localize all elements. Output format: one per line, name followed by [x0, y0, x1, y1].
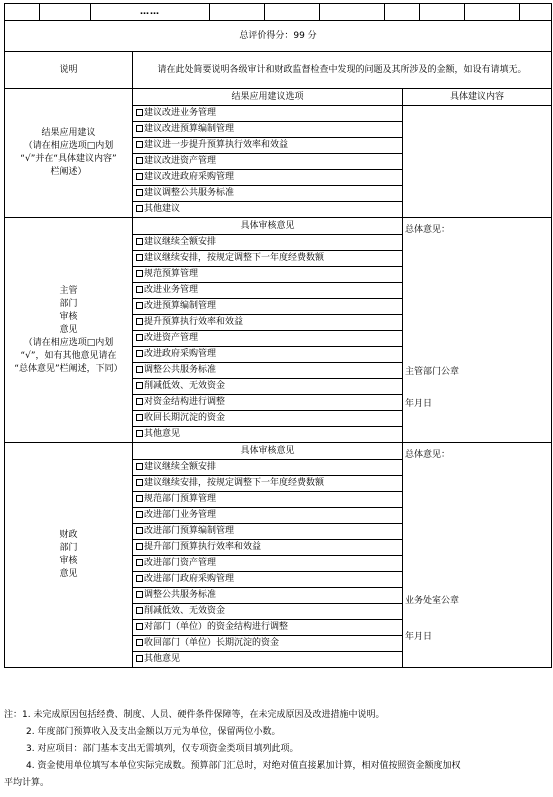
top-row	[5, 4, 552, 21]
checkbox-icon[interactable]	[136, 141, 143, 148]
checkbox-icon[interactable]	[136, 655, 143, 662]
dept-label-line: “总体意见”栏阐述，下同）	[14, 363, 123, 374]
checkbox-icon[interactable]	[136, 109, 143, 116]
dept-option[interactable]: 建议继续全额安排	[133, 235, 403, 251]
ellipsis-cell: ……	[91, 4, 210, 20]
note-line: 平均计算。	[4, 778, 50, 788]
result-section-label	[5, 89, 133, 218]
note-line: 4. 资金使用单位填写本单位实际完成数。预算部门汇总时，对绝对值直接累加计算，相对值按照资金额度加权	[26, 761, 461, 771]
dept-option[interactable]: 规范预算管理	[133, 267, 403, 283]
dept-options-header: 具体审核意见	[133, 218, 403, 235]
checkbox-icon[interactable]	[136, 270, 143, 277]
dept-label-line: 主管	[59, 285, 78, 296]
finance-option[interactable]: 建议继续安排，按规定调整下一年度经费数额	[133, 476, 403, 492]
checkbox-icon[interactable]	[136, 382, 143, 389]
finance-section-label	[5, 443, 133, 668]
dept-option[interactable]: 对资金结构进行调整	[133, 395, 403, 411]
explanation-row	[5, 52, 552, 89]
checkbox-icon[interactable]	[136, 575, 143, 582]
dept-option[interactable]: 提升预算执行效率和效益	[133, 315, 403, 331]
dept-option[interactable]: 建议继续安排，按规定调整下一年度经费数额	[133, 251, 403, 267]
checkbox-icon[interactable]	[136, 607, 143, 614]
result-label-line: “√”并在“具体建议内容”	[20, 154, 117, 164]
checkbox-icon[interactable]	[136, 623, 143, 630]
finance-option[interactable]: 其他意见	[133, 652, 403, 668]
checkbox-icon[interactable]	[136, 286, 143, 293]
finance-option[interactable]: 收回部门（单位）长期沉淀的资金	[133, 636, 403, 652]
checkbox-icon[interactable]	[136, 254, 143, 261]
checkbox-icon[interactable]	[136, 543, 143, 550]
checkbox-icon[interactable]	[136, 173, 143, 180]
checkbox-icon[interactable]	[136, 527, 143, 534]
finance-header-row	[5, 443, 552, 460]
checkbox-icon[interactable]	[136, 559, 143, 566]
checkbox-icon[interactable]	[136, 302, 143, 309]
checkbox-icon[interactable]	[136, 398, 143, 405]
dept-label-line: “√”，如有其他意见请在	[20, 350, 117, 361]
checkbox-icon[interactable]	[136, 639, 143, 646]
checkbox-icon[interactable]	[136, 479, 143, 486]
result-label-line: 结果应用建议	[41, 128, 96, 138]
checkbox-icon[interactable]	[136, 366, 143, 373]
result-options-header: 结果应用建议选项	[133, 89, 403, 106]
result-option[interactable]: 建议改进资产管理	[133, 154, 403, 170]
finance-label-line: 审核	[59, 556, 78, 566]
total-score: 总评价得分：99 分	[5, 21, 552, 52]
checkbox-icon[interactable]	[136, 511, 143, 518]
checkbox-icon[interactable]	[136, 125, 143, 132]
dept-label-line: 审核	[59, 311, 78, 322]
score-row	[5, 21, 552, 52]
dept-overall-label: 总体意见：	[405, 225, 451, 235]
dept-option[interactable]: 改进预算编制管理	[133, 299, 403, 315]
finance-date-label: 年月日	[405, 632, 433, 642]
checkbox-icon[interactable]	[136, 318, 143, 325]
result-option[interactable]: 建议进一步提升预算执行效率和效益	[133, 138, 403, 154]
finance-option[interactable]: 改进部门业务管理	[133, 508, 403, 524]
explanation-text: 请在此处简要说明各级审计和财政监督检查中发现的问题及其所涉及的金额，如设有请填无。	[133, 52, 552, 89]
note-line: 2. 年度部门预算收入及支出金额以万元为单位，保留两位小数。	[26, 727, 281, 737]
checkbox-icon[interactable]	[136, 591, 143, 598]
result-option[interactable]: 建议调整公共服务标准	[133, 186, 403, 202]
finance-option[interactable]: 改进部门政府采购管理	[133, 572, 403, 588]
finance-seal-label: 业务处室公章	[405, 596, 460, 606]
checkbox-icon[interactable]	[136, 238, 143, 245]
dept-option[interactable]: 改进业务管理	[133, 283, 403, 299]
dept-option[interactable]: 改进资产管理	[133, 331, 403, 347]
finance-option[interactable]: 削减低效、无效资金	[133, 604, 403, 620]
checkbox-icon[interactable]	[136, 205, 143, 212]
result-header-row	[5, 89, 552, 106]
finance-overall-label: 总体意见：	[405, 450, 451, 460]
finance-option[interactable]: 建议继续全额安排	[133, 460, 403, 476]
result-detail-content[interactable]	[403, 106, 552, 218]
finance-label-line: 部门	[59, 543, 78, 553]
dept-label-line: （请在相应选项□内划	[23, 337, 114, 348]
finance-label-line: 财政	[59, 530, 78, 540]
finance-label-line: 意见	[59, 569, 78, 579]
evaluation-table	[4, 3, 552, 668]
finance-overall-opinion[interactable]	[403, 443, 552, 668]
dept-option[interactable]: 收回长期沉淀的资金	[133, 411, 403, 427]
finance-options-header: 具体审核意见	[133, 443, 403, 460]
checkbox-icon[interactable]	[136, 495, 143, 502]
checkbox-icon[interactable]	[136, 189, 143, 196]
note-line: 注：1. 未完成原因包括经费、制度、人员、硬件条件保障等，在未完成原因及改进措施中说明。	[4, 710, 385, 720]
dept-date-label: 年月日	[405, 399, 433, 409]
result-detail-header: 具体建议内容	[403, 89, 552, 106]
finance-option[interactable]: 调整公共服务标准	[133, 588, 403, 604]
explanation-label: 说明	[5, 52, 133, 89]
finance-option[interactable]: 规范部门预算管理	[133, 492, 403, 508]
dept-option[interactable]: 改进政府采购管理	[133, 347, 403, 363]
dept-seal-label: 主管部门公章	[405, 367, 460, 377]
finance-option[interactable]: 提升部门预算执行效率和效益	[133, 540, 403, 556]
checkbox-icon[interactable]	[136, 414, 143, 421]
checkbox-icon[interactable]	[136, 463, 143, 470]
checkbox-icon[interactable]	[136, 334, 143, 341]
result-label-line: 栏阐述）	[50, 167, 87, 177]
note-line: 3. 对应项目：部门基本支出无需填列，仅专项资金类项目填列此项。	[26, 744, 299, 754]
dept-header-row	[5, 218, 552, 235]
dept-label-line: 部门	[59, 298, 78, 309]
result-option[interactable]: 建议改进政府采购管理	[133, 170, 403, 186]
finance-option[interactable]: 对部门（单位）的资金结构进行调整	[133, 620, 403, 636]
checkbox-icon[interactable]	[136, 430, 143, 437]
checkbox-icon[interactable]	[136, 157, 143, 164]
result-option[interactable]: 建议改进预算编制管理	[133, 122, 403, 138]
dept-section-label	[5, 218, 133, 443]
result-option[interactable]: 建议改进业务管理	[133, 106, 403, 122]
dept-option[interactable]: 其他意见	[133, 427, 403, 443]
dept-overall-opinion[interactable]	[403, 218, 552, 443]
result-option[interactable]: 其他建议	[133, 202, 403, 218]
dept-option[interactable]: 调整公共服务标准	[133, 363, 403, 379]
dept-option[interactable]: 削减低效、无效资金	[133, 379, 403, 395]
checkbox-icon[interactable]	[136, 350, 143, 357]
result-label-line: （请在相应选项□内划	[23, 141, 114, 151]
finance-option[interactable]: 改进部门资产管理	[133, 556, 403, 572]
notes	[4, 707, 549, 792]
dept-label-line: 意见	[59, 324, 78, 335]
finance-option[interactable]: 改进部门预算编制管理	[133, 524, 403, 540]
